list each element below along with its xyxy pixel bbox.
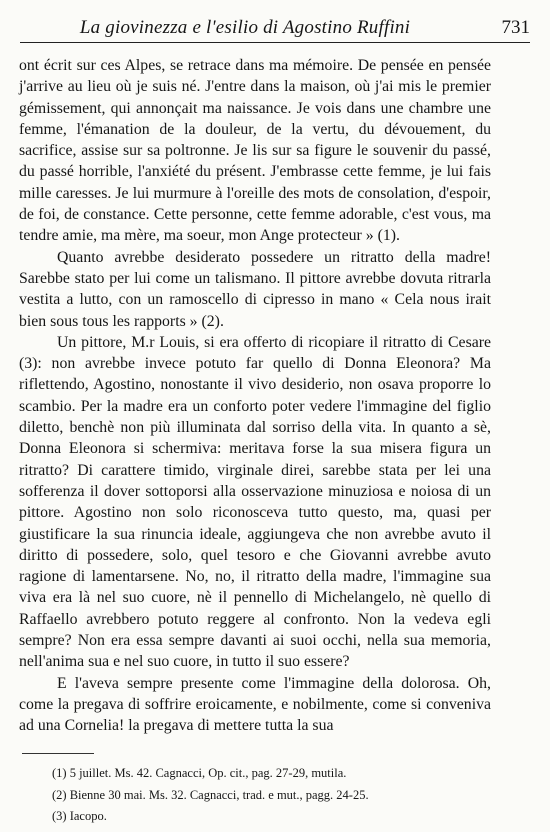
page-number: 731 <box>501 17 530 38</box>
paragraph: Un pittore, M.r Louis, si era offerto di ricopiare il ritratto di Cesare (3): non avrebbe invece potuto far quello di Donna Eleonora? Ma riflettendo, Agostino, nonostante il vivo desiderio, non osava proporre lo scambio. Per la madre era un conforto poter vedere l'immagine del figlio diletto, benchè non più illuminata dal sorriso della vita. In quanto a sè, Donna Eleonora si schermiva: meritava forse la sua misera figura un ritratto? Di carattere timido, virginale direi, sarebbe stata per lei una sofferenza il dover sottoporsi alla osservazione minuziosa e noiosa di un pittore. Agostino non solo riconosceva tutto questo, ma, quasi per giustificare la sua rinuncia ideale, aggiungeva che non avrebbe avuto il diritto di possedere, solo, quel tesoro e che Giovanni avrebbe avuto ragione di lamentarsene. No, no, il ritratto della madre, l'immagine sua viva era là nel suo cuore, nè il pennello di Michelangelo, nè quello di Raffaello avrebbero potuto reggere al confronto. Non la vedeva egli sempre? Non era essa sempre davanti ai suoi occhi, nella sua memoria, nell'anima sua e nel suo cuore, in tutto il suo essere? <box>19 333 491 671</box>
running-header <box>20 16 530 43</box>
footnote-separator <box>22 753 94 754</box>
running-title: La giovinezza e l'esilio di Agostino Ruffini <box>79 17 411 38</box>
paragraph: ont écrit sur ces Alpes, se retrace dans ma mémoire. De pensée en pensée j'arrive au lieu où je suis né. J'entre dans la maison, où j'ai mis le premier gémissement, qui annonçait ma naissance. Je vois dans une chambre une femme, l'émanation de la douleur, de la vertu, du dévouement, du sacrifice, assise sur sa poltronne. Je lis sur sa figure le souvenir du passé, du passé horrible, l'anxiété du présent. J'embrasse cette femme, je lui fais mille caresses. Je lui murmure à l'oreille des mots de consolation, d'espoir, de foi, de constance. Cette personne, cette femme adorable, c'est vous, ma tendre amie, ma mère, ma soeur, mon Ange protecteur » (1). <box>19 57 491 245</box>
footnote: (2) Bienne 30 mai. Ms. 32. Cagnacci, trad. e mut., pagg. 24-25. <box>52 787 369 802</box>
footnote: (1) 5 juillet. Ms. 42. Cagnacci, Op. cit., pag. 27-29, mutila. <box>52 766 347 780</box>
paragraph: Quanto avrebbe desiderato possedere un ritratto della madre! Sarebbe stato per lui come un talismano. Il pittore avrebbe dovuta ritrarla vestita a lutto, con un ramoscello di cipresso in mano « Cela nous irait bien sous tous les rapports » (2). <box>19 248 491 330</box>
footnote: (3) Iacopo. <box>52 809 107 823</box>
body-text <box>19 55 491 737</box>
paragraph: E l'aveva sempre presente come l'immagine della dolorosa. Oh, come la pregava di soffrire eroicamente, e nobilmente, come si conveniva ad una Cornelia! la pregava di mettere tutta la sua <box>19 674 491 735</box>
footnotes <box>52 763 492 828</box>
